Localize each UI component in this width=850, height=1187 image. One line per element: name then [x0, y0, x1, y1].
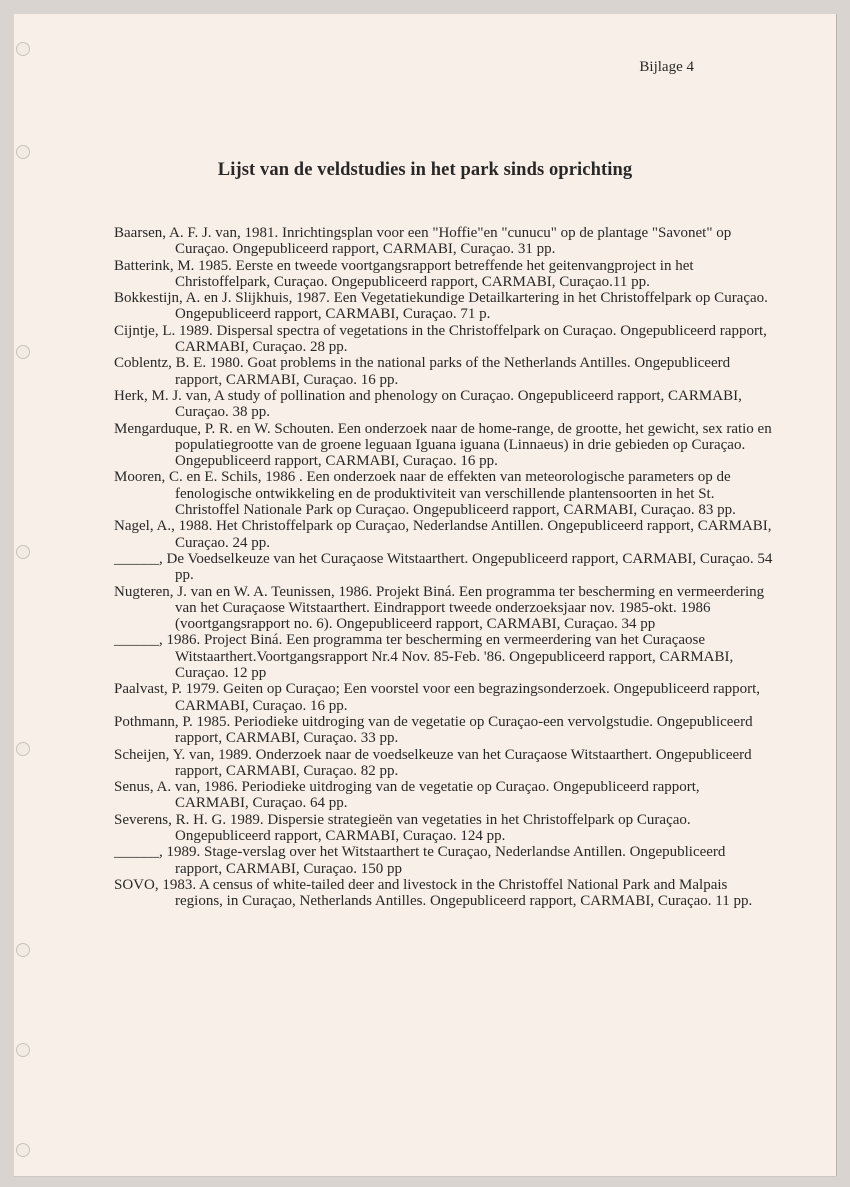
punch-hole-icon: [16, 1143, 30, 1157]
reference-item: Herk, M. J. van, A study of pollination and phenology on Curaçao. Ongepubliceerd rapport, CARMABI, Curaçao. 38 pp.: [114, 387, 742, 421]
punch-hole-icon: [16, 145, 30, 159]
reference-item: ______, 1989. Stage-verslag over het Witstaarthert te Curaçao, Nederlandse Antillen. Ongepubliceerd rapport, CARMABI, Curaçao. 150 pp: [114, 844, 726, 877]
reference-item: ______, 1986. Project Biná. Een programma ter bescherming en vermeerdering van het Curaçaose Witstaarthert.Voortgangsrapport Nr.4 Nov. 85-Feb. '86. Ongepubliceerd rapport, CARMABI, Curaçao. 12 pp: [114, 632, 734, 682]
punch-hole-icon: [16, 545, 30, 559]
reference-item: Bokkestijn, A. en J. Slijkhuis, 1987. Een Vegetatiekundige Detailkartering in het Christoffelpark op Curaçao. Ongepubliceerd rapport, CARMABI, Curaçao. 71 p.: [114, 290, 768, 323]
punch-hole-icon: [16, 42, 30, 56]
appendix-label: Bijlage 4: [639, 59, 694, 75]
reference-list: [114, 225, 774, 909]
punch-hole-icon: [16, 345, 30, 359]
reference-item: Cijntje, L. 1989. Dispersal spectra of vegetations in the Christoffelpark on Curaçao. Ongepubliceerd rapport, CARMABI, Curaçao. 28 pp.: [114, 322, 767, 356]
reference-item: Paalvast, P. 1979. Geiten op Curaçao; Een voorstel voor een begrazingsonderzoek. Ongepubliceerd rapport, CARMABI, Curaçao. 16 pp.: [114, 681, 761, 714]
reference-item: SOVO, 1983. A census of white-tailed deer and livestock in the Christoffel National Park and Malpais regions, in Curaçao, Netherlands Antilles. Ongepubliceerd rapport, CARMABI, Curaçao. 11 pp.: [114, 876, 753, 910]
reference-item: Nugteren, J. van en W. A. Teunissen, 1986. Projekt Biná. Een programma ter bescherming en vermeerdering van het Curaçaose Witstaarthert. Eindrapport tweede onderzoeksjaar nov. 1985-okt. 1986 (voortgangsrapport no. 6). Ongepubliceerd rapport, CARMABI, Curaçao. 34 pp: [114, 583, 765, 633]
reference-item: Coblentz, B. E. 1980. Goat problems in the national parks of the Netherlands Antilles. Ongepubliceerd rapport, CARMABI, Curaçao. 16 pp.: [114, 355, 731, 388]
reference-item: Severens, R. H. G. 1989. Dispersie strategieën van vegetaties in het Christoffelpark op Curaçao. Ongepubliceerd rapport, CARMABI, Curaçao. 124 pp.: [114, 811, 691, 844]
reference-item: Batterink, M. 1985. Eerste en tweede voortgangsrapport betreffende het geitenvangproject in het Christoffelpark, Curaçao. Ongepubliceerd rapport, CARMABI, Curaçao.11 pp.: [114, 257, 694, 290]
reference-item: Baarsen, A. F. J. van, 1981. Inrichtingsplan voor een "Hoffie"en "cunucu" op de plantage "Savonet" op Curaçao. Ongepubliceerd rapport, CARMABI, Curaçao. 31 pp.: [114, 225, 732, 258]
reference-item: Mooren, C. en E. Schils, 1986 . Een onderzoek naar de effekten van meteorologische parameters op de fenologische ontwikkeling en de produktiviteit van verschillende plantensoorten in het St. Christoffel Nationale Park op Curaçao. Ongepubliceerd rapport, CARMABI, Curaçao. 83 pp.: [114, 469, 736, 519]
page-title: Lijst van de veldstudies in het park sinds oprichting: [217, 160, 633, 180]
reference-item: Mengarduque, P. R. en W. Schouten. Een onderzoek naar de home-range, de grootte, het gewicht, sex ratio en populatiegrootte van de groene leguaan Iguana iguana (Linnaeus) in drie gebieden op Curaçao. Ongepubliceerd rapport, CARMABI, Curaçao. 16 pp.: [114, 420, 772, 470]
punch-hole-icon: [16, 943, 30, 957]
reference-item: Nagel, A., 1988. Het Christoffelpark op Curaçao, Nederlandse Antillen. Ongepubliceerd rapport, CARMABI, Curaçao. 24 pp.: [114, 518, 772, 551]
punch-hole-icon: [16, 742, 30, 756]
reference-item: Senus, A. van, 1986. Periodieke uitdroging van de vegetatie op Curaçao. Ongepubliceerd rapport, CARMABI, Curaçao. 64 pp.: [114, 779, 700, 812]
reference-item: Scheijen, Y. van, 1989. Onderzoek naar de voedselkeuze van het Curaçaose Witstaarthert. Ongepubliceerd rapport, CARMABI, Curaçao. 82 pp.: [114, 746, 752, 779]
reference-item: ______, De Voedselkeuze van het Curaçaose Witstaarthert. Ongepubliceerd rapport, CARMABI, Curaçao. 54 pp.: [114, 550, 773, 584]
punch-hole-icon: [16, 1043, 30, 1057]
reference-item: Pothmann, P. 1985. Periodieke uitdroging van de vegetatie op Curaçao-een vervolgstudie. Ongepubliceerd rapport, CARMABI, Curaçao. 33 pp.: [114, 713, 753, 747]
